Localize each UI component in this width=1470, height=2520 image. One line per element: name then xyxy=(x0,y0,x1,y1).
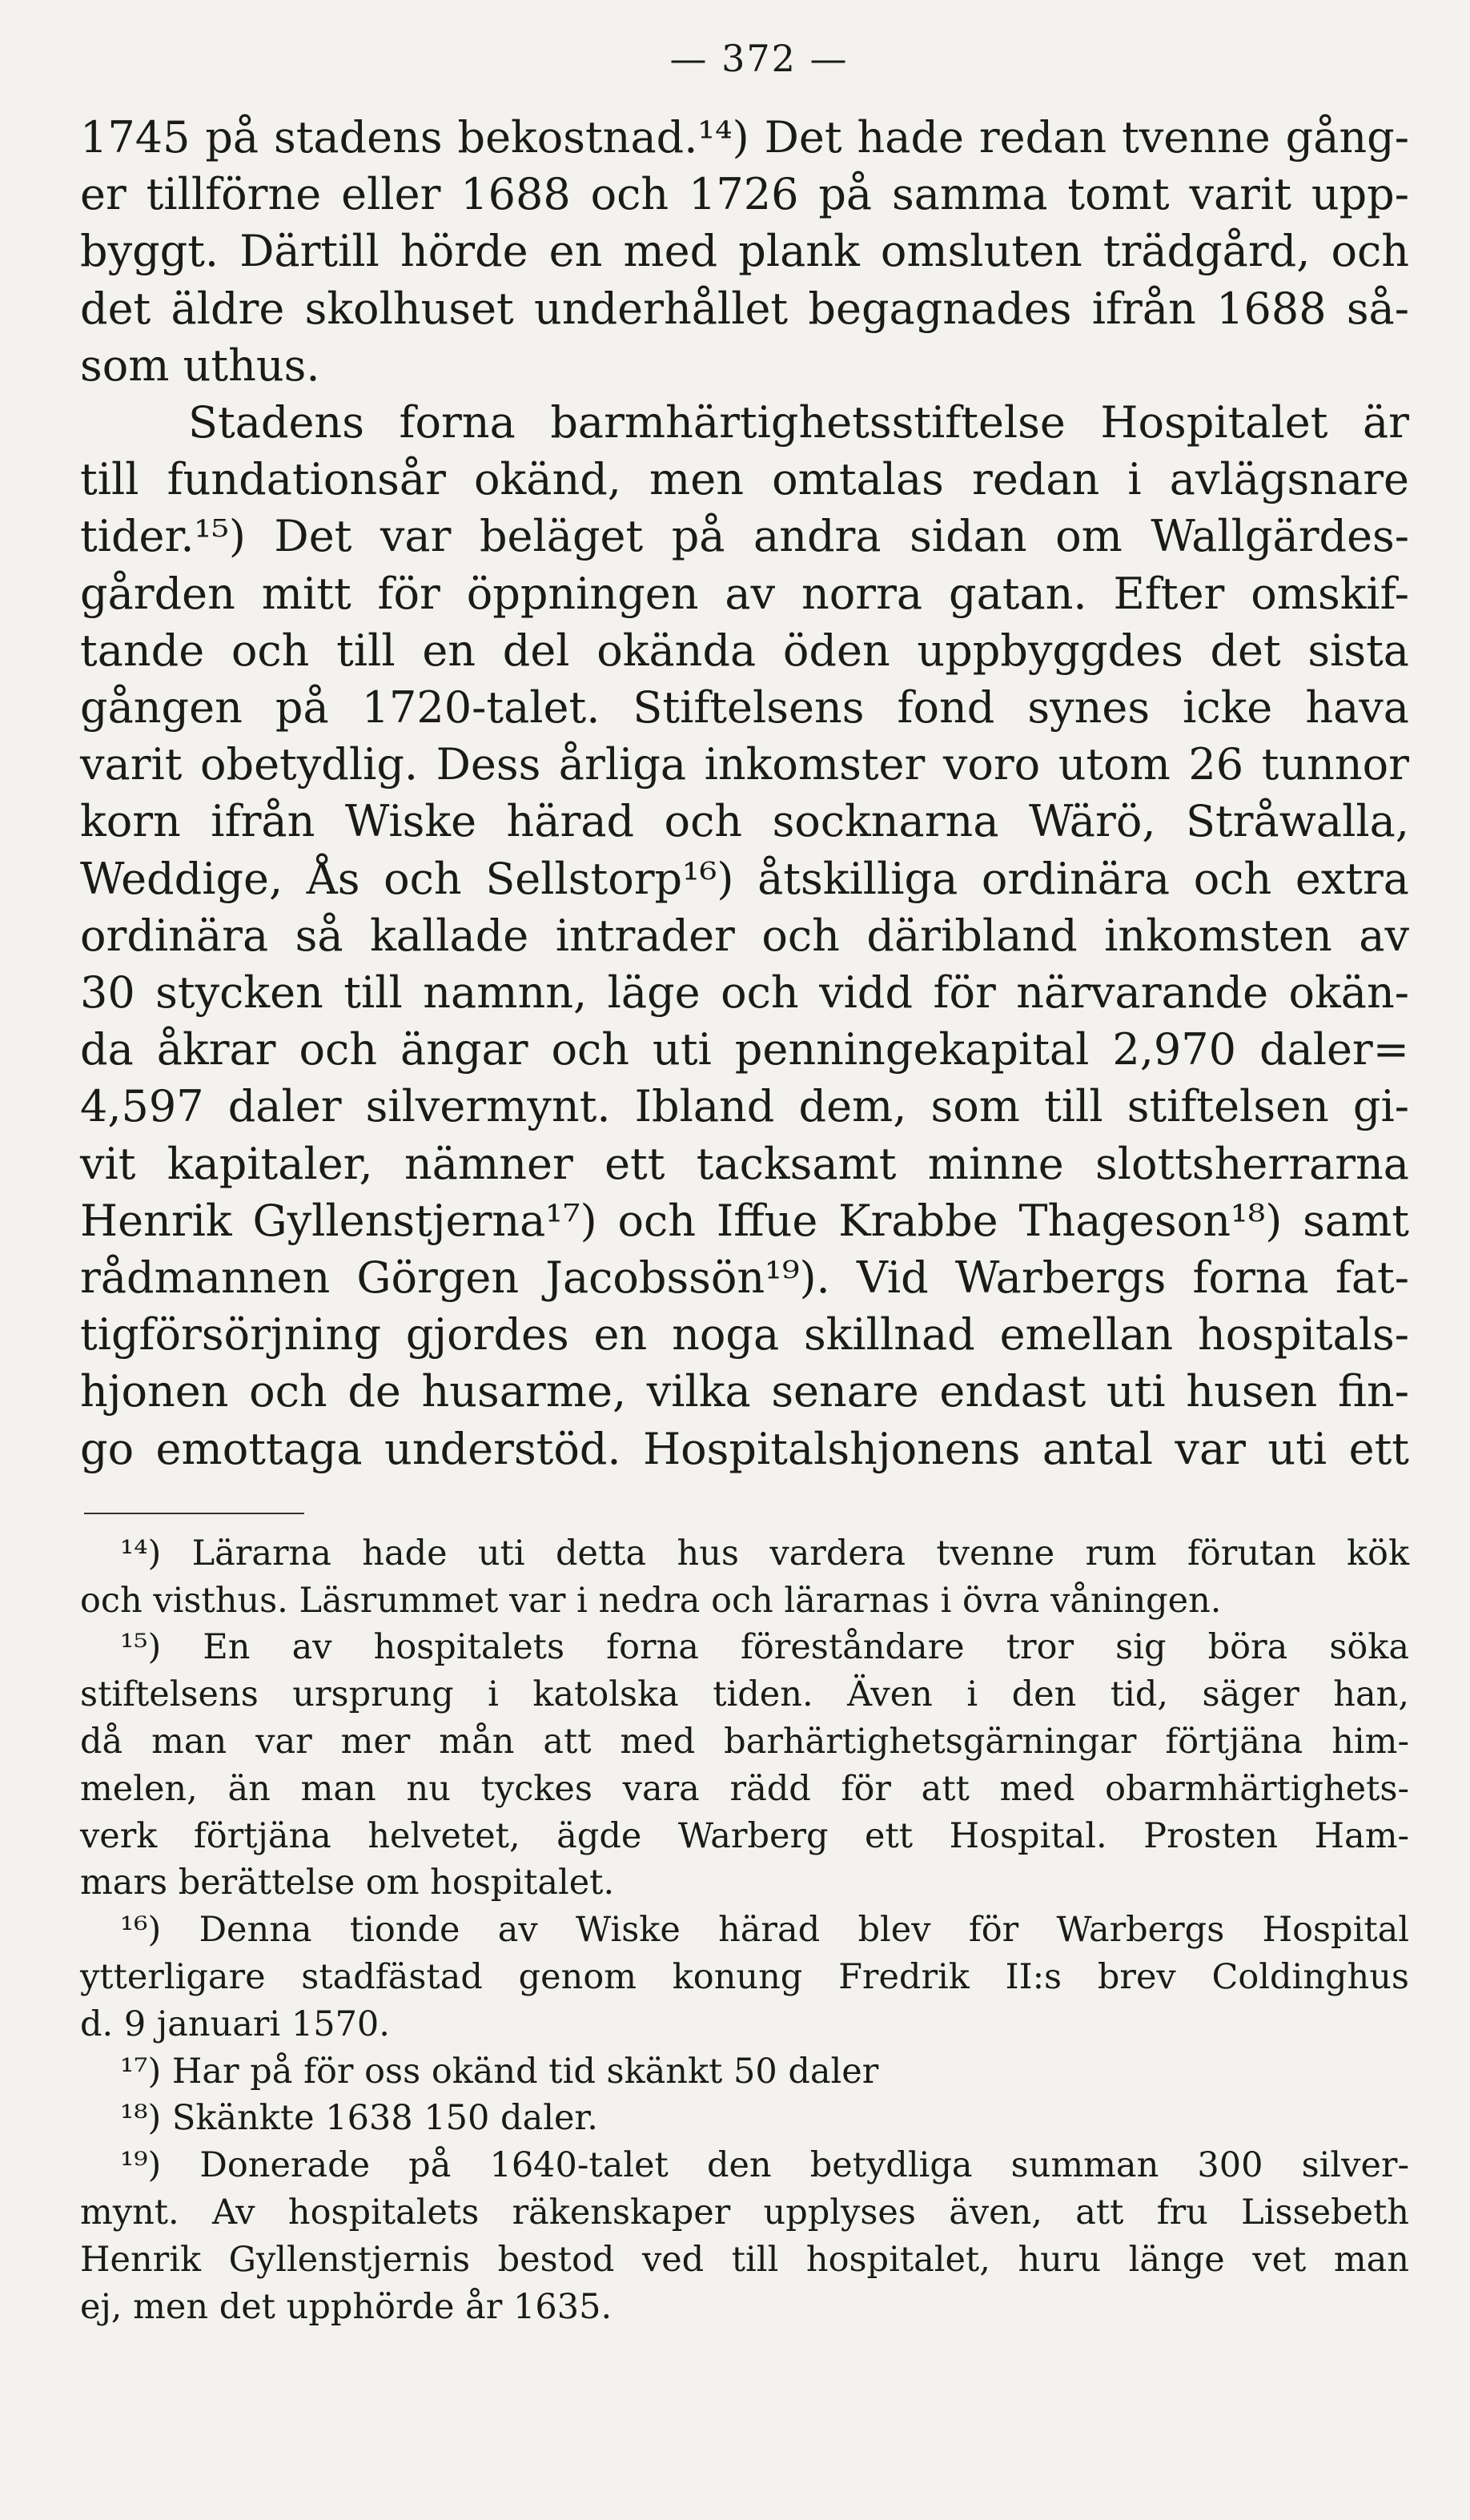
body-line: ordinära så kallade intrader och däribland inkomsten av xyxy=(80,910,1409,961)
footnote-line: d. 9 januari 1570. xyxy=(80,2004,390,2044)
body-line: hjonen och de husarme, vilka senare endast uti husen fin- xyxy=(80,1366,1409,1417)
footnote-line: Henrik Gyllenstjernis bestod ved till hospitalet, huru länge vet man xyxy=(80,2239,1409,2280)
footnote-line: och visthus. Läsrummet var i nedra och lärarnas i övra våningen. xyxy=(80,1580,1222,1621)
footnote-line: stiftelsens ursprung i katolska tiden. Även i den tid, säger han, xyxy=(80,1674,1409,1715)
body-text xyxy=(80,109,1409,1477)
footnote-line: ¹⁵) En av hospitalets forna föreståndare tror sig böra söka xyxy=(120,1627,1409,1668)
footnotes xyxy=(80,1530,1409,2331)
body-line: Weddige, Ås och Sellstorp¹⁶) åtskilliga ordinära och extra xyxy=(80,853,1409,904)
body-line: rådmannen Görgen Jacobssön¹⁹). Vid Warbergs forna fat- xyxy=(80,1252,1409,1304)
footnote-line: då man var mer mån att med barhärtighetsgärningar förtjäna him- xyxy=(80,1722,1409,1762)
body-line: byggt. Därtill hörde en med plank omsluten trädgård, och xyxy=(80,226,1409,277)
footnote-line: ¹⁶) Denna tionde av Wiske härad blev för Warbergs Hospital xyxy=(120,1910,1409,1951)
body-line: korn ifrån Wiske härad och socknarna Wärö, Stråwalla, xyxy=(80,796,1409,847)
body-line: till fundationsår okänd, men omtalas redan i avlägsnare xyxy=(80,454,1409,505)
body-line: go emottaga understöd. Hospitalshjonens antal var uti ett xyxy=(80,1423,1409,1474)
footnote-line: ¹⁷) Har på för oss okänd tid skänkt 50 daler xyxy=(120,2051,879,2092)
body-line: gången på 1720-talet. Stiftelsens fond synes icke hava xyxy=(80,682,1409,733)
body-line: da åkrar och ängar och uti penningekapital 2,970 daler= xyxy=(80,1024,1409,1075)
body-line: vit kapitaler, nämner ett tacksamt minne slottsherrarna xyxy=(80,1138,1409,1189)
body-line: tider.¹⁵) Det var beläget på andra sidan om Wallgärdes- xyxy=(80,511,1409,562)
footnote-line: mynt. Av hospitalets räkenskaper upplyses även, att fru Lissebeth xyxy=(80,2192,1409,2233)
footnote-line: ¹⁹) Donerade på 1640-talet den betydliga summan 300 silver- xyxy=(120,2145,1409,2186)
body-line: 1745 på stadens bekostnad.¹⁴) Det hade redan tvenne gång- xyxy=(80,112,1409,163)
footnote-line: ¹⁸) Skänkte 1638 150 daler. xyxy=(120,2098,598,2139)
footnote-line: ¹⁴) Lärarna hade uti detta hus vardera tvenne rum förutan kök xyxy=(120,1533,1409,1573)
body-line: tigförsörjning gjordes en noga skillnad emellan hospitals- xyxy=(80,1309,1409,1360)
body-line: Stadens forna barmhärtighetsstiftelse Hospitalet är xyxy=(188,397,1409,448)
footnote-line: mars berättelse om hospitalet. xyxy=(80,1863,615,1903)
body-line: gården mitt för öppningen av norra gatan. Efter omskif- xyxy=(80,568,1409,619)
body-line: er tillförne eller 1688 och 1726 på samma tomt varit upp- xyxy=(80,169,1409,220)
page-number: — 372 — xyxy=(669,37,849,80)
footnote-line: ej, men det upphörde år 1635. xyxy=(80,2286,612,2327)
footnote-line: melen, än man nu tyckes vara rädd för att med obarmhärtighets- xyxy=(80,1768,1409,1809)
body-line: 30 stycken till namnn, läge och vidd för närvarande okän- xyxy=(80,967,1409,1019)
footnote-line: verk förtjäna helvetet, ägde Warberg ett Hospital. Prosten Ham- xyxy=(80,1815,1409,1856)
body-line: Henrik Gyllenstjerna¹⁷) och Iffue Krabbe Thageson¹⁸) samt xyxy=(80,1195,1409,1246)
body-line: 4,597 daler silvermynt. Ibland dem, som till stiftelsen gi- xyxy=(80,1081,1409,1132)
body-line: som uthus. xyxy=(80,340,320,391)
footnote-divider xyxy=(84,1513,304,1514)
body-line: varit obetydlig. Dess årliga inkomster voro utom 26 tunnor xyxy=(80,739,1409,790)
body-line: tande och till en del okända öden uppbyggdes det sista xyxy=(80,625,1409,676)
body-line: det äldre skolhuset underhållet begagnades ifrån 1688 så- xyxy=(80,283,1409,334)
footnote-line: ytterligare stadfästad genom konung Fredrik II:s brev Coldinghus xyxy=(80,1957,1409,1998)
